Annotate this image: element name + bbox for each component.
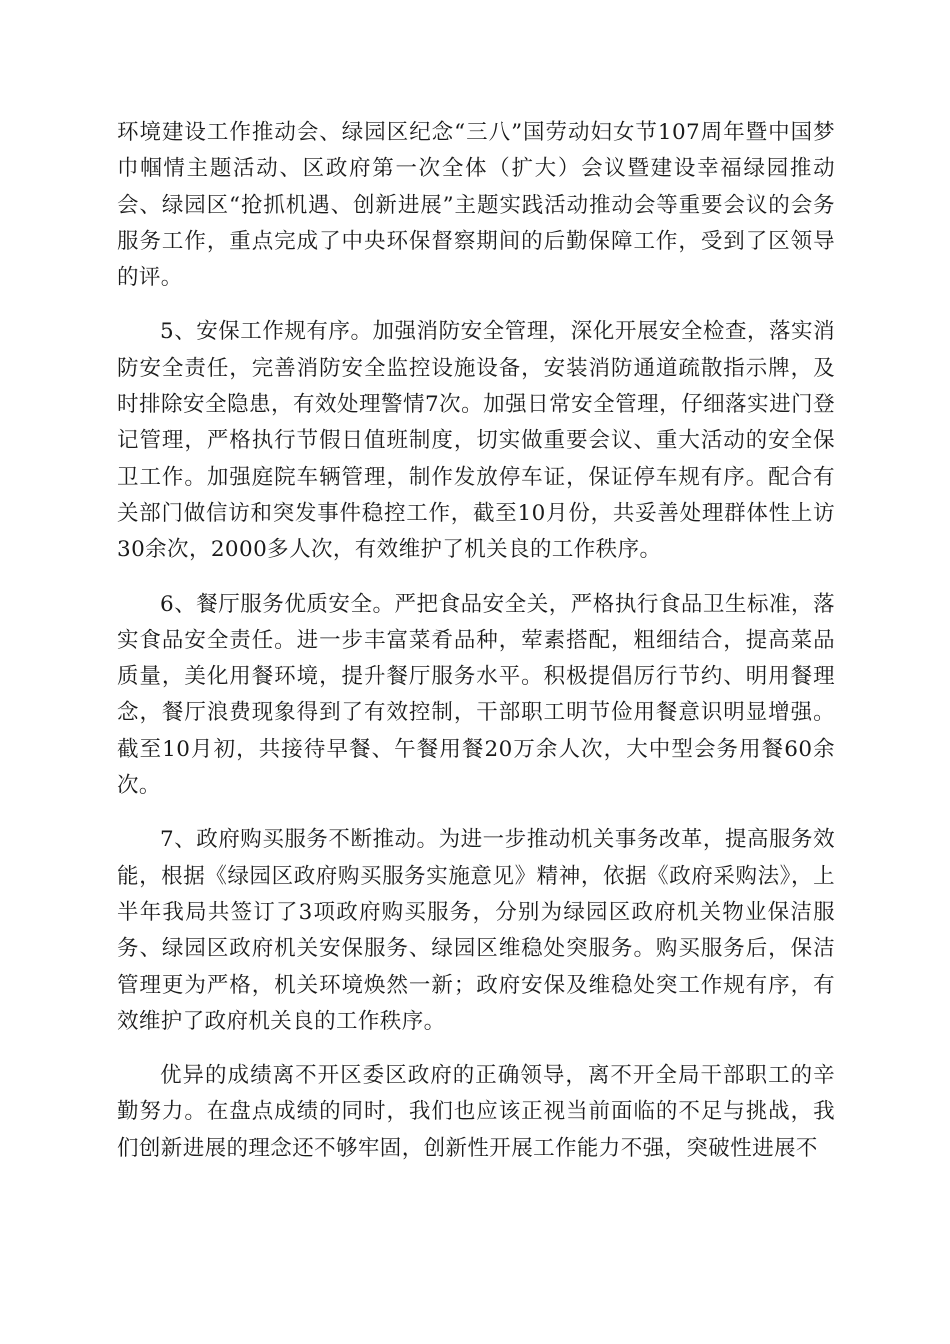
paragraph-meeting-services: 环境建设工作推动会、绿园区纪念“三八”国劳动妇女节107周年暨中国梦巾帼情主题活动、区政府第一次全体（扩大）会议暨建设幸福绿园推动会、绿园区“抢抓机遇、创新进展”主题实践活动推动会等重要会议的会务服务工作，重点完成了中央环保督察期间的后勤保障工作，受到了区领导的评。 (117, 120, 835, 291)
paragraph-government-procurement: 7、政府购买服务不断推动。为进一步推动机关事务改革，提高服务效能，根据《绿园区政府购买服务实施意见》精神，依据《政府采购法》，上半年我局共签订了3项政府购买服务，分别为绿园区政府机关物业保洁服务、绿园区政府机关安保服务、绿园区维稳处突服务。购买服务后，保洁管理更为严格，机关环境焕然一新；政府安保及维稳处突工作规有序，有效维护了政府机关良的工作秩序。 (117, 827, 835, 1034)
paragraph-canteen-service: 6、餐厅服务优质安全。严把食品安全关，严格执行食品卫生标准，落实食品安全责任。进一步丰富菜肴品种，荤素搭配，粗细结合，提高菜品质量，美化用餐环境，提升餐厅服务水平。积极提倡厉行节约、明用餐理念，餐厅浪费现象得到了有效控制，干部职工明节俭用餐意识明显增强。截至10月初，共接待早餐、午餐用餐20万余人次，大中型会务用餐60余次。 (117, 591, 835, 799)
paragraph-summary: 优异的成绩离不开区委区政府的正确领导，离不开全局干部职工的辛勤努力。在盘点成绩的同时，我们也应该正视当前面临的不足与挑战，我们创新进展的理念还不够牢固，创新性开展工作能力不强，突破性进展不 (117, 1063, 835, 1161)
paragraph-security-work: 5、安保工作规有序。加强消防安全管理，深化开展安全检查，落实消防安全责任，完善消防安全监控设施设备，安装消防通道疏散指示牌，及时排除安全隐患，有效处理警情7次。加强日常安全管理，仔细落实进门登记管理，严格执行节假日值班制度，切实做重要会议、重大活动的安全保卫工作。加强庭院车辆管理，制作发放停车证，保证停车规有序。配合有关部门做信访和突发事件稳控工作，截至10月份，共妥善处理群体性上访30余次，2000多人次，有效维护了机关良的工作秩序。 (117, 319, 835, 563)
document-body (117, 115, 835, 1167)
